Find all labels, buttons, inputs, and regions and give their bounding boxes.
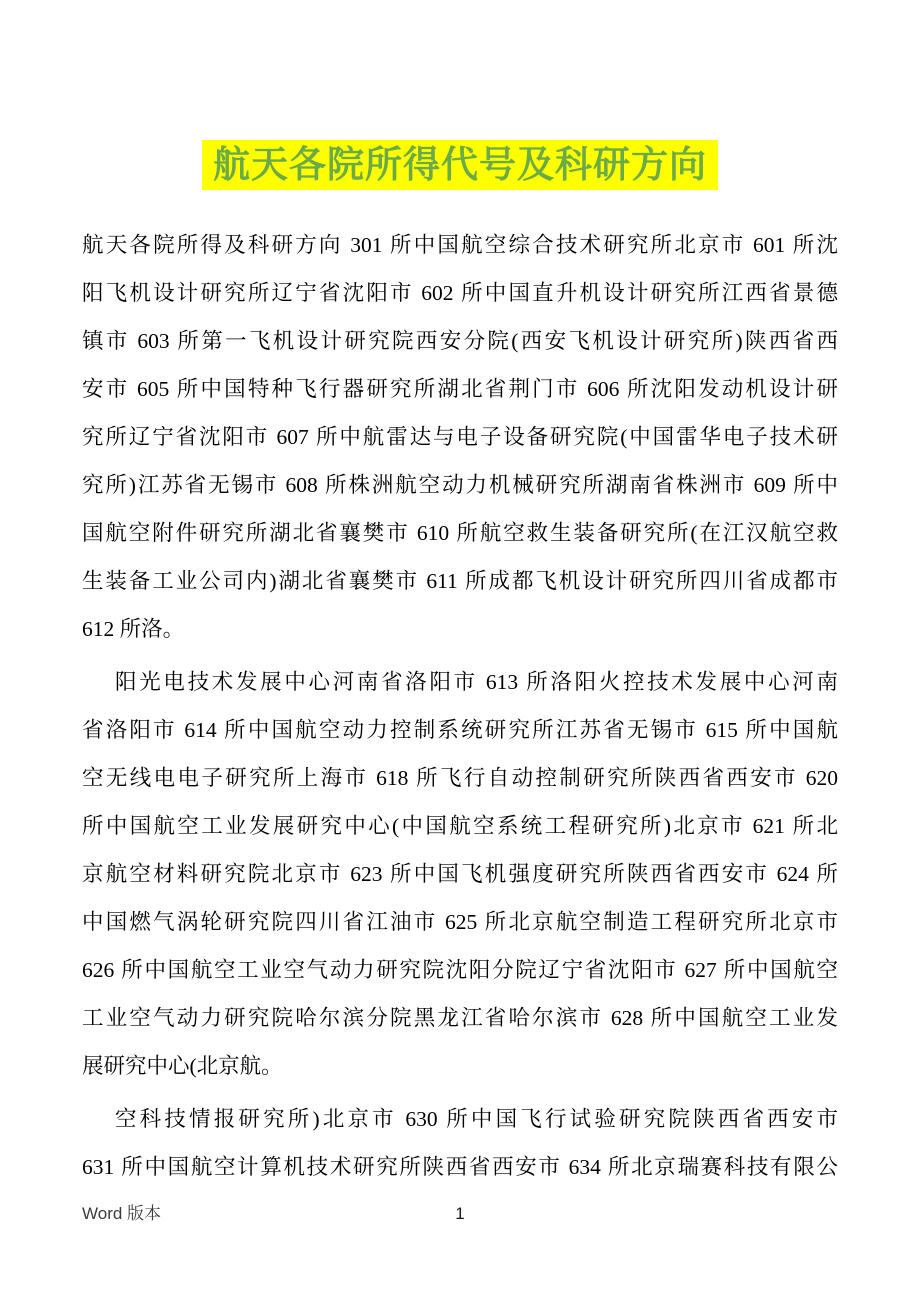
text-line: 省洛阳市 614 所中国航空动力控制系统研究所江苏省无锡市 615 所中国航 <box>82 718 838 742</box>
document-title: 航天各院所得代号及科研方向 <box>202 140 718 190</box>
text-line: 京航空材料研究院北京市 623 所中国飞机强度研究所陕西省西安市 624 所 <box>82 862 838 886</box>
text-line: 所中国航空工业发展研究中心(中国航空系统工程研究所)北京市 621 所北 <box>82 814 838 838</box>
text-line: 镇市 603 所第一飞机设计研究院西安分院(西安飞机设计研究所)陕西省西 <box>82 329 838 353</box>
paragraph <box>82 658 838 1090</box>
text-line: 安市 605 所中国特种飞行器研究所湖北省荆门市 606 所沈阳发动机设计研 <box>82 377 838 401</box>
text-line: 生装备工业公司内)湖北省襄樊市 611 所成都飞机设计研究所四川省成都市 <box>82 569 838 593</box>
text-line: 空科技情报研究所)北京市 630 所中国飞行试验研究院陕西省西安市 <box>115 1107 838 1131</box>
text-line: 空无线电电子研究所上海市 618 所飞行自动控制研究所陕西省西安市 620 <box>82 766 838 790</box>
text-line: 究所)江苏省无锡市 608 所株洲航空动力机械研究所湖南省株洲市 609 所中 <box>82 473 838 497</box>
text-line: 展研究中心(北京航。 <box>82 1054 283 1078</box>
word-version-label: Word 版本 <box>82 1204 162 1223</box>
text-line: 国航空附件研究所湖北省襄樊市 610 所航空救生装备研究所(在江汉航空救 <box>82 521 838 545</box>
text-line: 究所辽宁省沈阳市 607 所中航雷达与电子设备研究院(中国雷华电子技术研 <box>82 425 838 449</box>
text-line: 阳光电技术发展中心河南省洛阳市 613 所洛阳火控技术发展中心河南 <box>115 670 838 694</box>
text-line: 航天各院所得及科研方向 301 所中国航空综合技术研究所北京市 601 所沈 <box>82 233 838 257</box>
page-footer <box>82 1200 838 1230</box>
text-line: 612 所洛。 <box>82 617 185 641</box>
paragraph <box>82 221 838 653</box>
text-line: 631 所中国航空计算机技术研究所陕西省西安市 634 所北京瑞赛科技有限公 <box>82 1155 838 1179</box>
text-line: 中国燃气涡轮研究院四川省江油市 625 所北京航空制造工程研究所北京市 <box>82 910 838 934</box>
text-line: 阳飞机设计研究所辽宁省沈阳市 602 所中国直升机设计研究所江西省景德 <box>82 281 838 305</box>
title-row <box>0 140 920 190</box>
paragraph <box>82 1095 838 1191</box>
text-line: 626 所中国航空工业空气动力研究院沈阳分院辽宁省沈阳市 627 所中国航空 <box>82 958 838 982</box>
page-number: 1 <box>455 1204 465 1223</box>
text-line: 工业空气动力研究院哈尔滨分院黑龙江省哈尔滨市 628 所中国航空工业发 <box>82 1006 838 1030</box>
document-body-text <box>82 221 838 1191</box>
